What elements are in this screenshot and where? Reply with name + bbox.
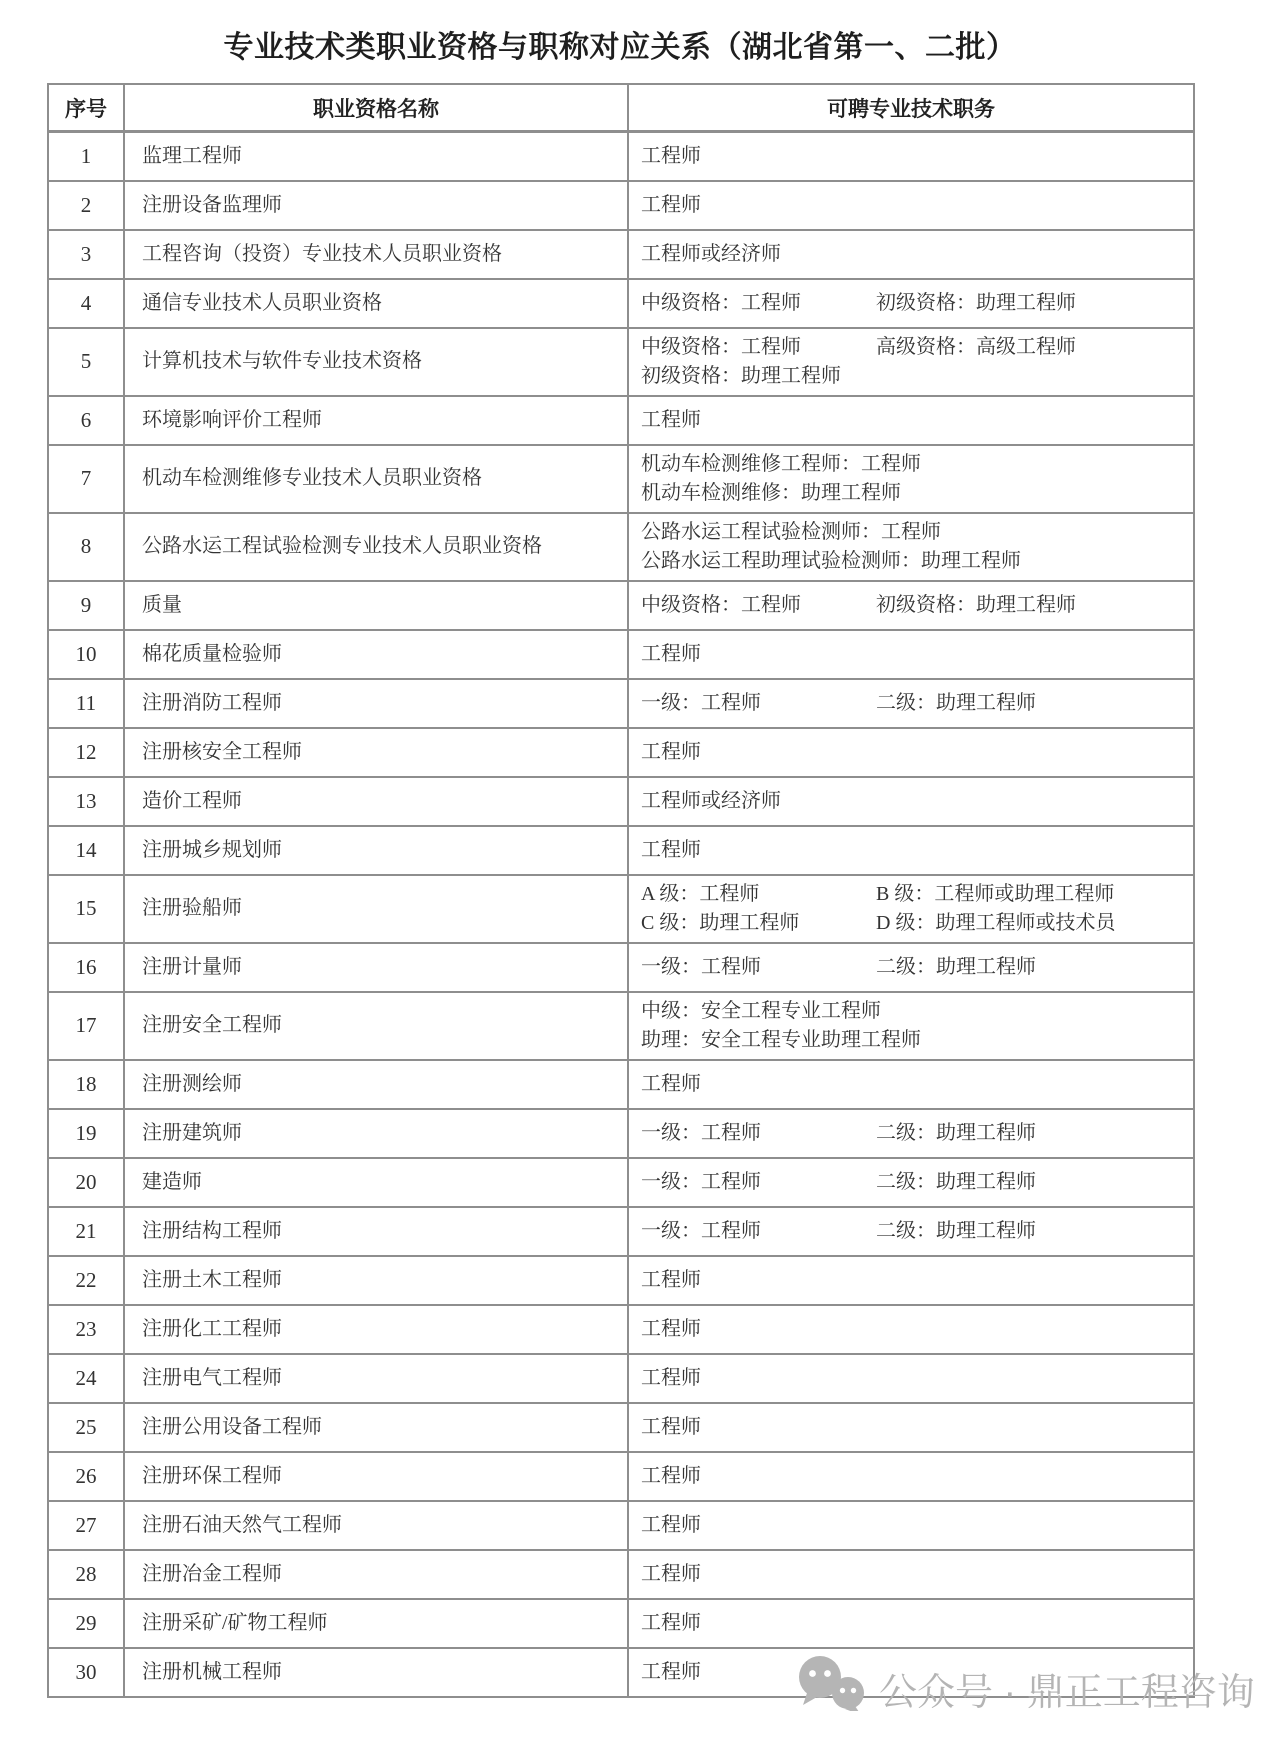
position-segment: 一级：工程师 — [641, 691, 761, 714]
qualification-name: 注册土木工程师 — [124, 1256, 628, 1305]
position-cell — [628, 875, 1194, 943]
qualification-name: 注册测绘师 — [124, 1060, 628, 1109]
qualification-name: 注册城乡规划师 — [124, 826, 628, 875]
row-number: 13 — [48, 777, 124, 826]
position-segment: 机动车检测维修：助理工程师 — [641, 481, 901, 504]
qualification-name: 注册公用设备工程师 — [124, 1403, 628, 1452]
row-number: 7 — [48, 445, 124, 513]
position-segment: 二级：助理工程师 — [876, 691, 1036, 714]
position-line — [641, 362, 1193, 391]
position-segment: 工程师 — [641, 1660, 701, 1683]
qualification-name: 注册化工工程师 — [124, 1305, 628, 1354]
position-segment: B 级：工程师或助理工程师 — [876, 882, 1115, 905]
row-number: 14 — [48, 826, 124, 875]
table-row — [48, 875, 1194, 943]
row-number: 20 — [48, 1158, 124, 1207]
table-row — [48, 1158, 1194, 1207]
position-segment: D 级：助理工程师或技术员 — [876, 911, 1116, 934]
position-cell — [628, 445, 1194, 513]
position-line — [641, 591, 1193, 620]
position-cell — [628, 279, 1194, 328]
position-segment: C 级：助理工程师 — [641, 911, 800, 934]
row-number: 5 — [48, 328, 124, 396]
position-segment: 初级资格：助理工程师 — [876, 593, 1076, 616]
position-cell — [628, 777, 1194, 826]
position-cell — [628, 1158, 1194, 1207]
table-row — [48, 328, 1194, 396]
row-number: 21 — [48, 1207, 124, 1256]
position-segment: 初级资格：助理工程师 — [641, 364, 841, 387]
table-row — [48, 181, 1194, 230]
position-cell — [628, 943, 1194, 992]
position-cell — [628, 396, 1194, 445]
position-line — [641, 1413, 1193, 1442]
watermark — [793, 1662, 1255, 1714]
table-row — [48, 1501, 1194, 1550]
row-number: 6 — [48, 396, 124, 445]
row-number: 24 — [48, 1354, 124, 1403]
table-row — [48, 826, 1194, 875]
header-no: 序号 — [48, 84, 124, 132]
row-number: 4 — [48, 279, 124, 328]
table-row — [48, 1550, 1194, 1599]
position-line — [641, 191, 1193, 220]
position-cell — [628, 1501, 1194, 1550]
position-segment: 工程师 — [641, 1513, 701, 1536]
table-row — [48, 1599, 1194, 1648]
position-segment: 中级资格：工程师 — [641, 593, 801, 616]
position-segment: 中级资格：工程师 — [641, 335, 801, 358]
position-segment: 工程师 — [641, 1415, 701, 1438]
qualification-name: 工程咨询（投资）专业技术人员职业资格 — [124, 230, 628, 279]
table-row — [48, 1256, 1194, 1305]
table-row — [48, 679, 1194, 728]
position-line — [641, 479, 1193, 508]
row-number: 19 — [48, 1109, 124, 1158]
qualification-name: 注册建筑师 — [124, 1109, 628, 1158]
position-cell — [628, 1109, 1194, 1158]
table-row — [48, 445, 1194, 513]
qualification-name: 监理工程师 — [124, 132, 628, 181]
position-cell — [628, 513, 1194, 581]
position-segment: 工程师 — [641, 1268, 701, 1291]
position-line — [641, 1217, 1193, 1246]
position-segment: A 级：工程师 — [641, 882, 760, 905]
table-row — [48, 1060, 1194, 1109]
position-cell — [628, 132, 1194, 181]
row-number: 3 — [48, 230, 124, 279]
qualification-name: 注册验船师 — [124, 875, 628, 943]
wechat-icon — [793, 1655, 869, 1721]
position-line — [641, 953, 1193, 982]
position-cell — [628, 328, 1194, 396]
table-row — [48, 132, 1194, 181]
row-number: 16 — [48, 943, 124, 992]
watermark-text: 公众号 · 鼎正工程咨询 — [879, 1671, 1255, 1714]
position-line — [641, 1560, 1193, 1589]
position-line — [641, 1070, 1193, 1099]
qualification-name: 注册消防工程师 — [124, 679, 628, 728]
qualification-name: 通信专业技术人员职业资格 — [124, 279, 628, 328]
qualification-name: 注册电气工程师 — [124, 1354, 628, 1403]
table-row — [48, 1452, 1194, 1501]
qualification-name: 建造师 — [124, 1158, 628, 1207]
position-line — [641, 240, 1193, 269]
position-cell — [628, 992, 1194, 1060]
position-segment: 工程师 — [641, 838, 701, 861]
position-cell — [628, 1060, 1194, 1109]
position-cell — [628, 581, 1194, 630]
qualification-name: 注册计量师 — [124, 943, 628, 992]
position-cell — [628, 826, 1194, 875]
position-line — [641, 836, 1193, 865]
position-segment: 工程师或经济师 — [641, 242, 781, 265]
position-segment: 一级：工程师 — [641, 1121, 761, 1144]
position-segment: 二级：助理工程师 — [876, 955, 1036, 978]
position-segment: 工程师 — [641, 1464, 701, 1487]
qualification-table — [47, 83, 1195, 1698]
position-line — [641, 689, 1193, 718]
position-line — [641, 518, 1193, 547]
position-line — [641, 289, 1193, 318]
qualification-name: 机动车检测维修专业技术人员职业资格 — [124, 445, 628, 513]
position-segment: 工程师或经济师 — [641, 789, 781, 812]
position-line — [641, 547, 1193, 576]
row-number: 2 — [48, 181, 124, 230]
position-segment: 一级：工程师 — [641, 955, 761, 978]
qualification-name: 注册设备监理师 — [124, 181, 628, 230]
position-line — [641, 1168, 1193, 1197]
table-row — [48, 1403, 1194, 1452]
qualification-name: 棉花质量检验师 — [124, 630, 628, 679]
position-line — [641, 1026, 1193, 1055]
qualification-name: 公路水运工程试验检测专业技术人员职业资格 — [124, 513, 628, 581]
row-number: 9 — [48, 581, 124, 630]
position-segment: 初级资格：助理工程师 — [876, 291, 1076, 314]
position-segment: 工程师 — [641, 408, 701, 431]
table-row — [48, 943, 1194, 992]
row-number: 15 — [48, 875, 124, 943]
position-cell — [628, 679, 1194, 728]
table-row — [48, 777, 1194, 826]
position-cell — [628, 230, 1194, 279]
position-line — [641, 880, 1193, 909]
qualification-name: 计算机技术与软件专业技术资格 — [124, 328, 628, 396]
position-cell — [628, 1403, 1194, 1452]
position-segment: 公路水运工程试验检测师：工程师 — [641, 520, 941, 543]
position-line — [641, 787, 1193, 816]
position-segment: 工程师 — [641, 1317, 701, 1340]
position-segment: 一级：工程师 — [641, 1219, 761, 1242]
position-segment: 高级资格：高级工程师 — [876, 335, 1076, 358]
position-cell — [628, 1207, 1194, 1256]
position-segment: 工程师 — [641, 1366, 701, 1389]
position-segment: 二级：助理工程师 — [876, 1121, 1036, 1144]
qualification-name: 环境影响评价工程师 — [124, 396, 628, 445]
position-segment: 助理：安全工程专业助理工程师 — [641, 1028, 921, 1051]
table-row — [48, 396, 1194, 445]
position-cell — [628, 1452, 1194, 1501]
row-number: 1 — [48, 132, 124, 181]
table-body — [48, 132, 1194, 1697]
row-number: 22 — [48, 1256, 124, 1305]
row-number: 18 — [48, 1060, 124, 1109]
row-number: 11 — [48, 679, 124, 728]
position-line — [641, 997, 1193, 1026]
qualification-name: 注册采矿/矿物工程师 — [124, 1599, 628, 1648]
qualification-name: 注册石油天然气工程师 — [124, 1501, 628, 1550]
row-number: 12 — [48, 728, 124, 777]
position-line — [641, 1364, 1193, 1393]
row-number: 27 — [48, 1501, 124, 1550]
qualification-name: 注册环保工程师 — [124, 1452, 628, 1501]
position-cell — [628, 728, 1194, 777]
table-row — [48, 513, 1194, 581]
position-cell — [628, 1305, 1194, 1354]
position-line — [641, 333, 1193, 362]
page-title: 专业技术类职业资格与职称对应关系（湖北省第一、二批） — [223, 31, 1017, 64]
position-segment: 工程师 — [641, 193, 701, 216]
position-cell — [628, 181, 1194, 230]
table-row — [48, 279, 1194, 328]
position-segment: 工程师 — [641, 1611, 701, 1634]
position-line — [641, 1266, 1193, 1295]
position-segment: 工程师 — [641, 144, 701, 167]
position-line — [641, 1315, 1193, 1344]
position-segment: 公路水运工程助理试验检测师：助理工程师 — [641, 549, 1021, 572]
table-row — [48, 1207, 1194, 1256]
qualification-name: 注册核安全工程师 — [124, 728, 628, 777]
position-segment: 二级：助理工程师 — [876, 1170, 1036, 1193]
qualification-name: 注册冶金工程师 — [124, 1550, 628, 1599]
table-row — [48, 630, 1194, 679]
table-row — [48, 581, 1194, 630]
position-cell — [628, 1550, 1194, 1599]
header-qualification-name: 职业资格名称 — [124, 84, 628, 132]
table-row — [48, 1354, 1194, 1403]
row-number: 26 — [48, 1452, 124, 1501]
position-line — [641, 450, 1193, 479]
table-row — [48, 992, 1194, 1060]
position-line — [641, 1511, 1193, 1540]
position-segment: 工程师 — [641, 1072, 701, 1095]
position-line — [641, 1609, 1193, 1638]
row-number: 10 — [48, 630, 124, 679]
position-cell — [628, 1599, 1194, 1648]
qualification-name: 造价工程师 — [124, 777, 628, 826]
position-line — [641, 738, 1193, 767]
position-line — [641, 1119, 1193, 1148]
qualification-name: 注册安全工程师 — [124, 992, 628, 1060]
qualification-name: 质量 — [124, 581, 628, 630]
position-segment: 一级：工程师 — [641, 1170, 761, 1193]
row-number: 23 — [48, 1305, 124, 1354]
row-number: 30 — [48, 1648, 124, 1697]
header-position: 可聘专业技术职务 — [628, 84, 1194, 132]
position-cell — [628, 1354, 1194, 1403]
row-number: 17 — [48, 992, 124, 1060]
row-number: 25 — [48, 1403, 124, 1452]
position-segment: 机动车检测维修工程师：工程师 — [641, 452, 921, 475]
table-header — [48, 84, 1194, 132]
row-number: 28 — [48, 1550, 124, 1599]
position-segment: 中级资格：工程师 — [641, 291, 801, 314]
table-row — [48, 1109, 1194, 1158]
position-segment: 中级：安全工程专业工程师 — [641, 999, 881, 1022]
position-cell — [628, 1256, 1194, 1305]
table-row — [48, 728, 1194, 777]
qualification-name: 注册机械工程师 — [124, 1648, 628, 1697]
qualification-name: 注册结构工程师 — [124, 1207, 628, 1256]
position-line — [641, 909, 1193, 938]
position-cell — [628, 630, 1194, 679]
row-number: 29 — [48, 1599, 124, 1648]
position-line — [641, 406, 1193, 435]
position-segment: 二级：助理工程师 — [876, 1219, 1036, 1242]
position-line — [641, 640, 1193, 669]
row-number: 8 — [48, 513, 124, 581]
position-segment: 工程师 — [641, 740, 701, 763]
position-line — [641, 142, 1193, 171]
position-segment: 工程师 — [641, 1562, 701, 1585]
table-row — [48, 1305, 1194, 1354]
position-segment: 工程师 — [641, 642, 701, 665]
header-row — [48, 84, 1194, 132]
table-row — [48, 230, 1194, 279]
position-line — [641, 1462, 1193, 1491]
